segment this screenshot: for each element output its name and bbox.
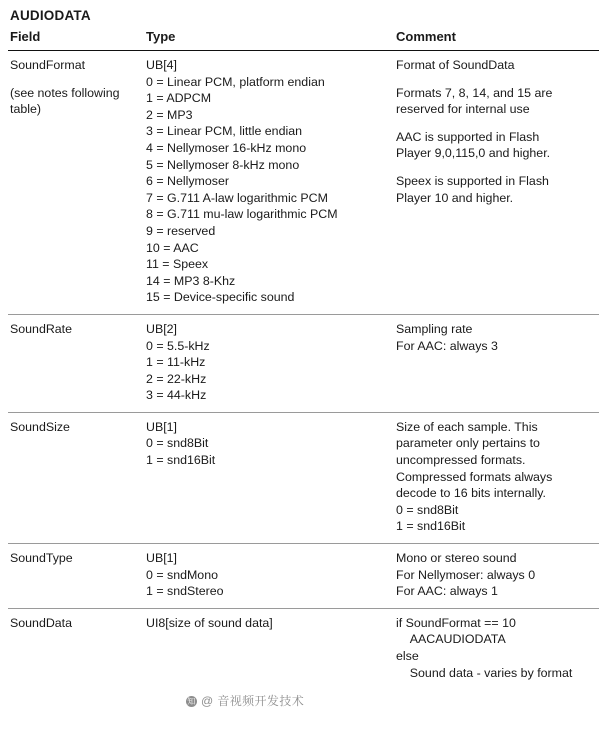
cell-comment: [394, 51, 599, 315]
comment-line: 0 = snd8Bit: [396, 502, 459, 517]
spacer: [396, 162, 593, 173]
comment-line: Player 9,0,115,0 and higher.: [396, 146, 551, 161]
type-line: 1 = sndStereo: [146, 584, 224, 599]
comment-line: For Nellymoser: always 0: [396, 567, 536, 582]
comment-line: Compressed formats always: [396, 469, 553, 484]
table-row: [8, 412, 599, 543]
comment-line: AAC is supported in Flash: [396, 129, 540, 144]
comment-line: Player 10 and higher.: [396, 190, 514, 205]
type-line: 3 = 44-kHz: [146, 388, 207, 403]
type-line: 15 = Device-specific sound: [146, 290, 295, 305]
type-line: 5 = Nellymoser 8-kHz mono: [146, 157, 300, 172]
comment-line: Sampling rate: [396, 321, 473, 336]
comment-line: For AAC: always 3: [396, 338, 498, 353]
cell-comment: [394, 412, 599, 543]
zhihu-logo-icon: 知: [187, 697, 196, 706]
type-line: 0 = Linear PCM, platform endian: [146, 74, 325, 89]
field-name: SoundType: [10, 551, 73, 566]
type-line: 0 = 5.5-kHz: [146, 338, 210, 353]
type-line: UB[2]: [146, 321, 177, 336]
type-line: 7 = G.711 A-law logarithmic PCM: [146, 190, 328, 205]
cell-type: [144, 314, 394, 412]
cell-type: [144, 608, 394, 689]
type-line: UI8[size of sound data]: [146, 615, 273, 630]
watermark: [186, 692, 304, 709]
table-row: [8, 608, 599, 689]
comment-line: Speex is supported in Flash: [396, 173, 549, 188]
field-name: SoundFormat: [10, 58, 86, 72]
table-header-row: [8, 29, 599, 51]
comment-line: 1 = snd16Bit: [396, 519, 466, 534]
comment-line: else: [396, 649, 419, 663]
spacer: [396, 74, 593, 85]
field-name: SoundSize: [10, 419, 70, 434]
cell-type: [144, 544, 394, 609]
comment-line: parameter only pertains to: [396, 436, 540, 451]
field-name: SoundRate: [10, 321, 73, 336]
cell-field: [8, 544, 144, 609]
comment-line: decode to 16 bits internally.: [396, 486, 546, 501]
comment-line: reserved for internal use: [396, 102, 530, 117]
field-name: SoundData: [10, 615, 73, 630]
type-line: UB[1]: [146, 551, 177, 566]
comment-line: Formats 7, 8, 14, and 15 are: [396, 85, 553, 100]
type-line: 2 = MP3: [146, 107, 193, 122]
watermark-text: @ 音视频开发技术: [201, 694, 305, 708]
cell-comment: [394, 608, 599, 689]
cell-field: [8, 51, 144, 315]
comment-line: if SoundFormat == 10: [396, 615, 516, 630]
type-line: 1 = 11-kHz: [146, 355, 206, 370]
audiodata-spec-table: [8, 29, 599, 689]
type-line: 9 = reserved: [146, 223, 216, 238]
cell-field: [8, 314, 144, 412]
type-line: 8 = G.711 mu-law logarithmic PCM: [146, 207, 338, 222]
table-header: [8, 29, 599, 51]
cell-comment: [394, 314, 599, 412]
type-line: 11 = Speex: [146, 257, 209, 272]
type-line: 10 = AAC: [146, 240, 199, 255]
type-line: 0 = sndMono: [146, 567, 218, 582]
type-line: 6 = Nellymoser: [146, 174, 229, 189]
column-header-field: Field: [8, 29, 144, 51]
field-note: (see notes following table): [10, 85, 120, 117]
spacer: [396, 118, 593, 129]
comment-line: uncompressed formats.: [396, 453, 526, 468]
table-row: [8, 544, 599, 609]
type-line: 4 = Nellymoser 16-kHz mono: [146, 140, 307, 155]
comment-line: Format of SoundData: [396, 58, 515, 72]
comment-line: For AAC: always 1: [396, 584, 498, 599]
type-line: UB[4]: [146, 58, 177, 72]
cell-field: [8, 412, 144, 543]
comment-line: AACAUDIODATA: [396, 632, 506, 647]
spacer: [10, 74, 138, 85]
column-header-type: Type: [144, 29, 394, 51]
type-line: 2 = 22-kHz: [146, 371, 207, 386]
type-line: 0 = snd8Bit: [146, 436, 209, 451]
comment-line: Size of each sample. This: [396, 419, 538, 434]
type-line: 14 = MP3 8-Khz: [146, 273, 236, 288]
table-body: [8, 51, 599, 690]
table-row: [8, 314, 599, 412]
page-title: AUDIODATA: [10, 8, 91, 23]
type-line: UB[1]: [146, 419, 177, 434]
column-header-comment: Comment: [394, 29, 599, 51]
comment-line: Mono or stereo sound: [396, 551, 517, 566]
type-line: 1 = snd16Bit: [146, 453, 216, 468]
type-line: 3 = Linear PCM, little endian: [146, 124, 303, 139]
cell-type: [144, 412, 394, 543]
comment-line: Sound data - varies by format: [396, 665, 573, 680]
cell-field: [8, 608, 144, 689]
cell-comment: [394, 544, 599, 609]
type-line: 1 = ADPCM: [146, 91, 212, 106]
cell-type: [144, 51, 394, 315]
table-row: [8, 51, 599, 315]
